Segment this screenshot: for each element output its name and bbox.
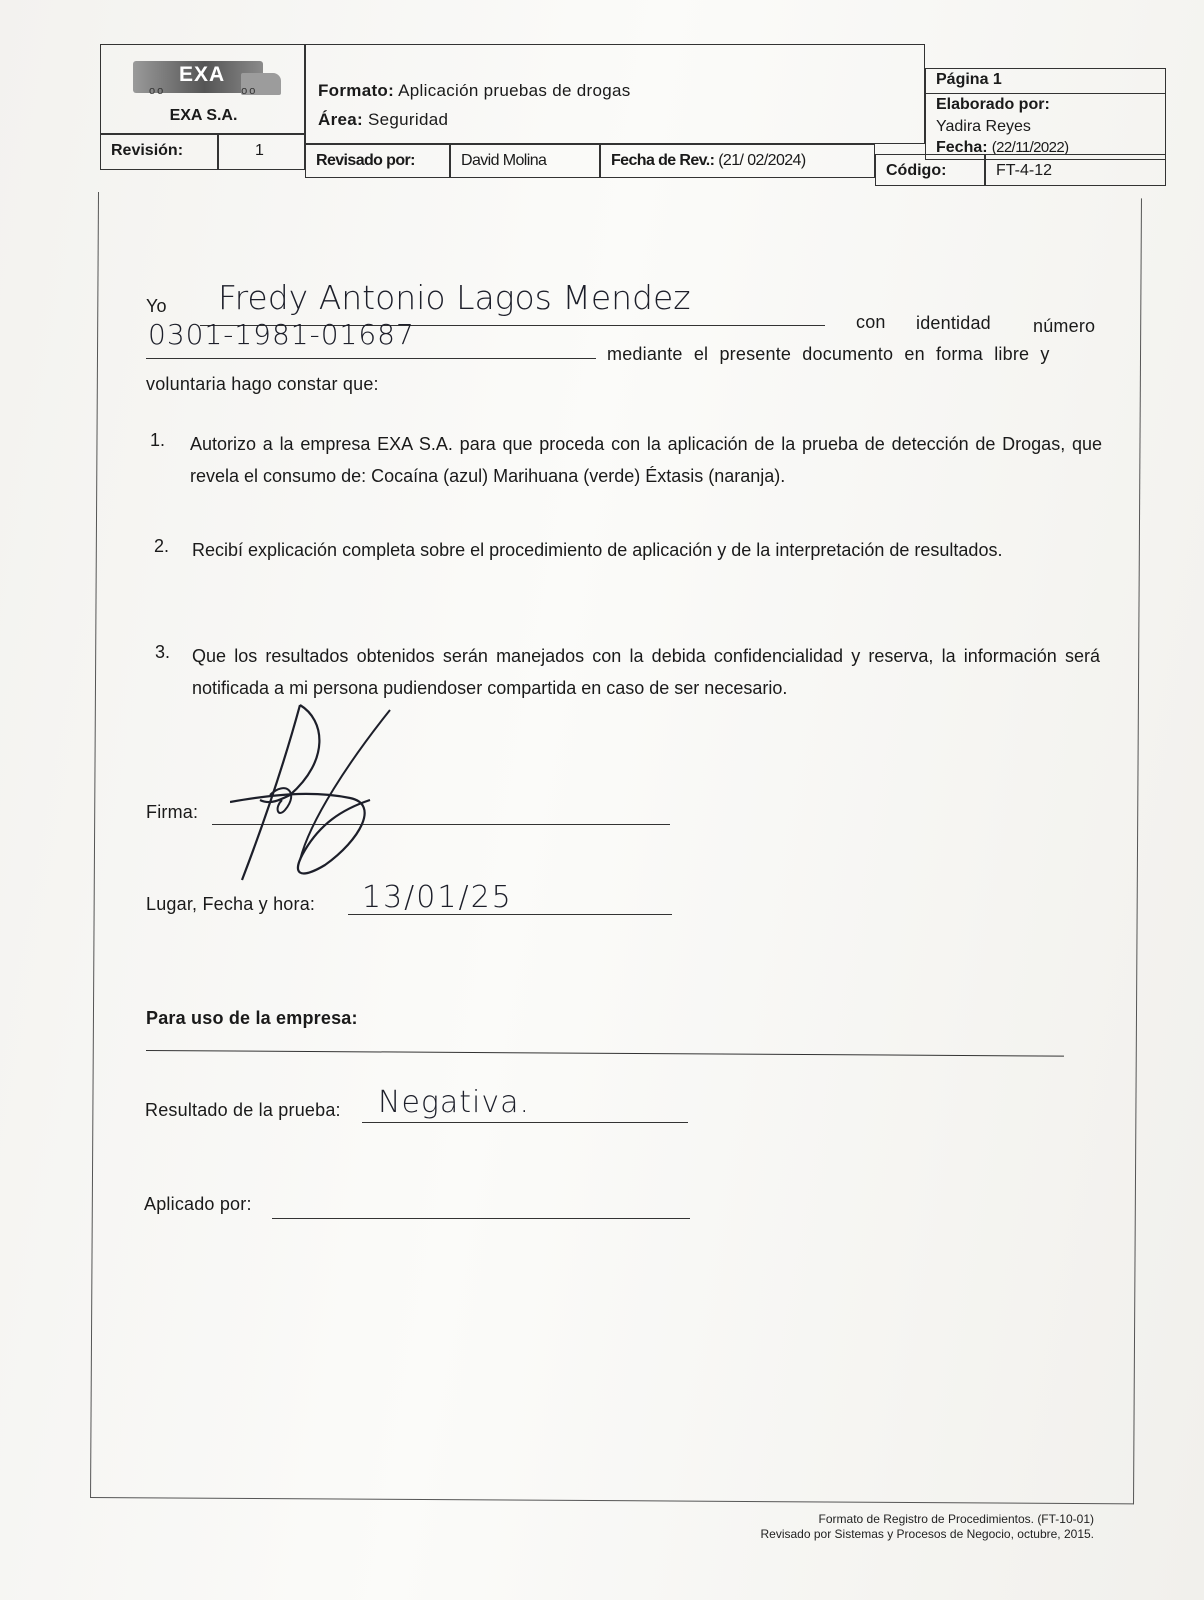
aplicado-underline (272, 1218, 690, 1219)
yo-label: Yo (146, 296, 167, 316)
area-label: Área: (318, 110, 363, 129)
resultado-handwritten: Negativa. (378, 1085, 531, 1120)
fecha-rev-value: (21/ 02/2024) (718, 152, 806, 169)
revision-label: Revisión: (111, 142, 184, 159)
item-2-number: 2. (154, 536, 170, 556)
item-1-text: Autorizo a la empresa EXA S.A. para que proceda con la aplicación de la prueba de detección de Drogas, que revela el consumo de: Cocaína (azul) Marihuana (verde) Éxtasis (naranja). (190, 434, 1102, 486)
id-handwritten: 0301-1981-01687 (148, 318, 415, 351)
document-header-table (100, 44, 1166, 190)
formato-value: Aplicación pruebas de drogas (398, 81, 631, 100)
voluntaria-text: voluntaria hago constar que: (146, 374, 379, 394)
fecha-rev-cell (600, 144, 875, 178)
elaborado-label: Elaborado por: (936, 96, 1050, 113)
wheels-icon: oo oo (149, 85, 258, 97)
id-underline (146, 358, 596, 359)
item-1-number: 1. (150, 430, 166, 450)
revision-value-cell (218, 134, 305, 170)
revisado-value: David Molina (461, 152, 547, 169)
resultado-underline (362, 1122, 688, 1123)
lugar-underline (348, 914, 672, 915)
lugar-label: Lugar, Fecha y hora: (146, 894, 316, 914)
codigo-label-cell (875, 154, 985, 186)
cell-divider (926, 93, 1165, 94)
title-cell (305, 44, 925, 144)
page-number: Página 1 (936, 71, 1002, 88)
item-3-text: Que los resultados obtenidos serán manejados con la debida confidencialidad y reserva, la información será notificada a mi persona pudiendoser compartida en caso de ser necesario. (192, 646, 1100, 698)
formato-label: Formato: (318, 81, 395, 100)
area-value: Seguridad (368, 110, 449, 129)
aplicado-label: Aplicado por: (144, 1194, 252, 1214)
logo-cell (100, 44, 305, 134)
signature-drawing (230, 700, 430, 890)
footer-line-2: Revisado por Sistemas y Procesos de Negocio, octubre, 2015. (760, 1527, 1094, 1541)
logo-text: EXA (179, 63, 226, 86)
numero-word: número (1033, 316, 1096, 336)
item-3-number: 3. (155, 642, 171, 662)
document-footer (760, 1512, 1094, 1542)
footer-line-1: Formato de Registro de Procedimientos. (FT-10-01) (818, 1512, 1094, 1526)
firma-label: Firma: (146, 802, 199, 822)
item-2-text: Recibí explicación completa sobre el procedimiento de aplicación y de la interpretación de resultados. (192, 540, 1003, 560)
identidad-word: identidad (916, 313, 991, 333)
fecha-value: (22/11/2022) (991, 139, 1069, 156)
revision-label-cell (100, 134, 218, 170)
fecha-rev-line (611, 152, 806, 170)
company-name: EXA S.A. (169, 107, 238, 124)
formato-line (318, 81, 631, 101)
elaborado-value: Yadira Reyes (936, 118, 1031, 135)
con-word: con (856, 312, 886, 332)
fecha-rev-label: Fecha de Rev.: (611, 152, 715, 169)
revision-value: 1 (255, 142, 264, 159)
elaboration-cell (925, 68, 1166, 160)
mediante-text: mediante el presente documento en forma libre y (607, 344, 1050, 364)
resultado-label: Resultado de la prueba: (145, 1100, 341, 1120)
name-handwritten: Fredy Antonio Lagos Mendez (218, 278, 691, 317)
revisado-value-cell (450, 144, 600, 178)
revisado-label: Revisado por: (316, 152, 415, 169)
codigo-label: Código: (886, 162, 947, 179)
codigo-value-cell (985, 154, 1166, 186)
fecha-label: Fecha: (936, 139, 988, 156)
codigo-value: FT-4-12 (996, 162, 1053, 179)
para-uso-heading: Para uso de la empresa: (146, 1008, 358, 1028)
revisado-label-cell (305, 144, 450, 178)
lugar-handwritten: 13/01/25 (362, 880, 513, 915)
area-line (318, 110, 448, 130)
